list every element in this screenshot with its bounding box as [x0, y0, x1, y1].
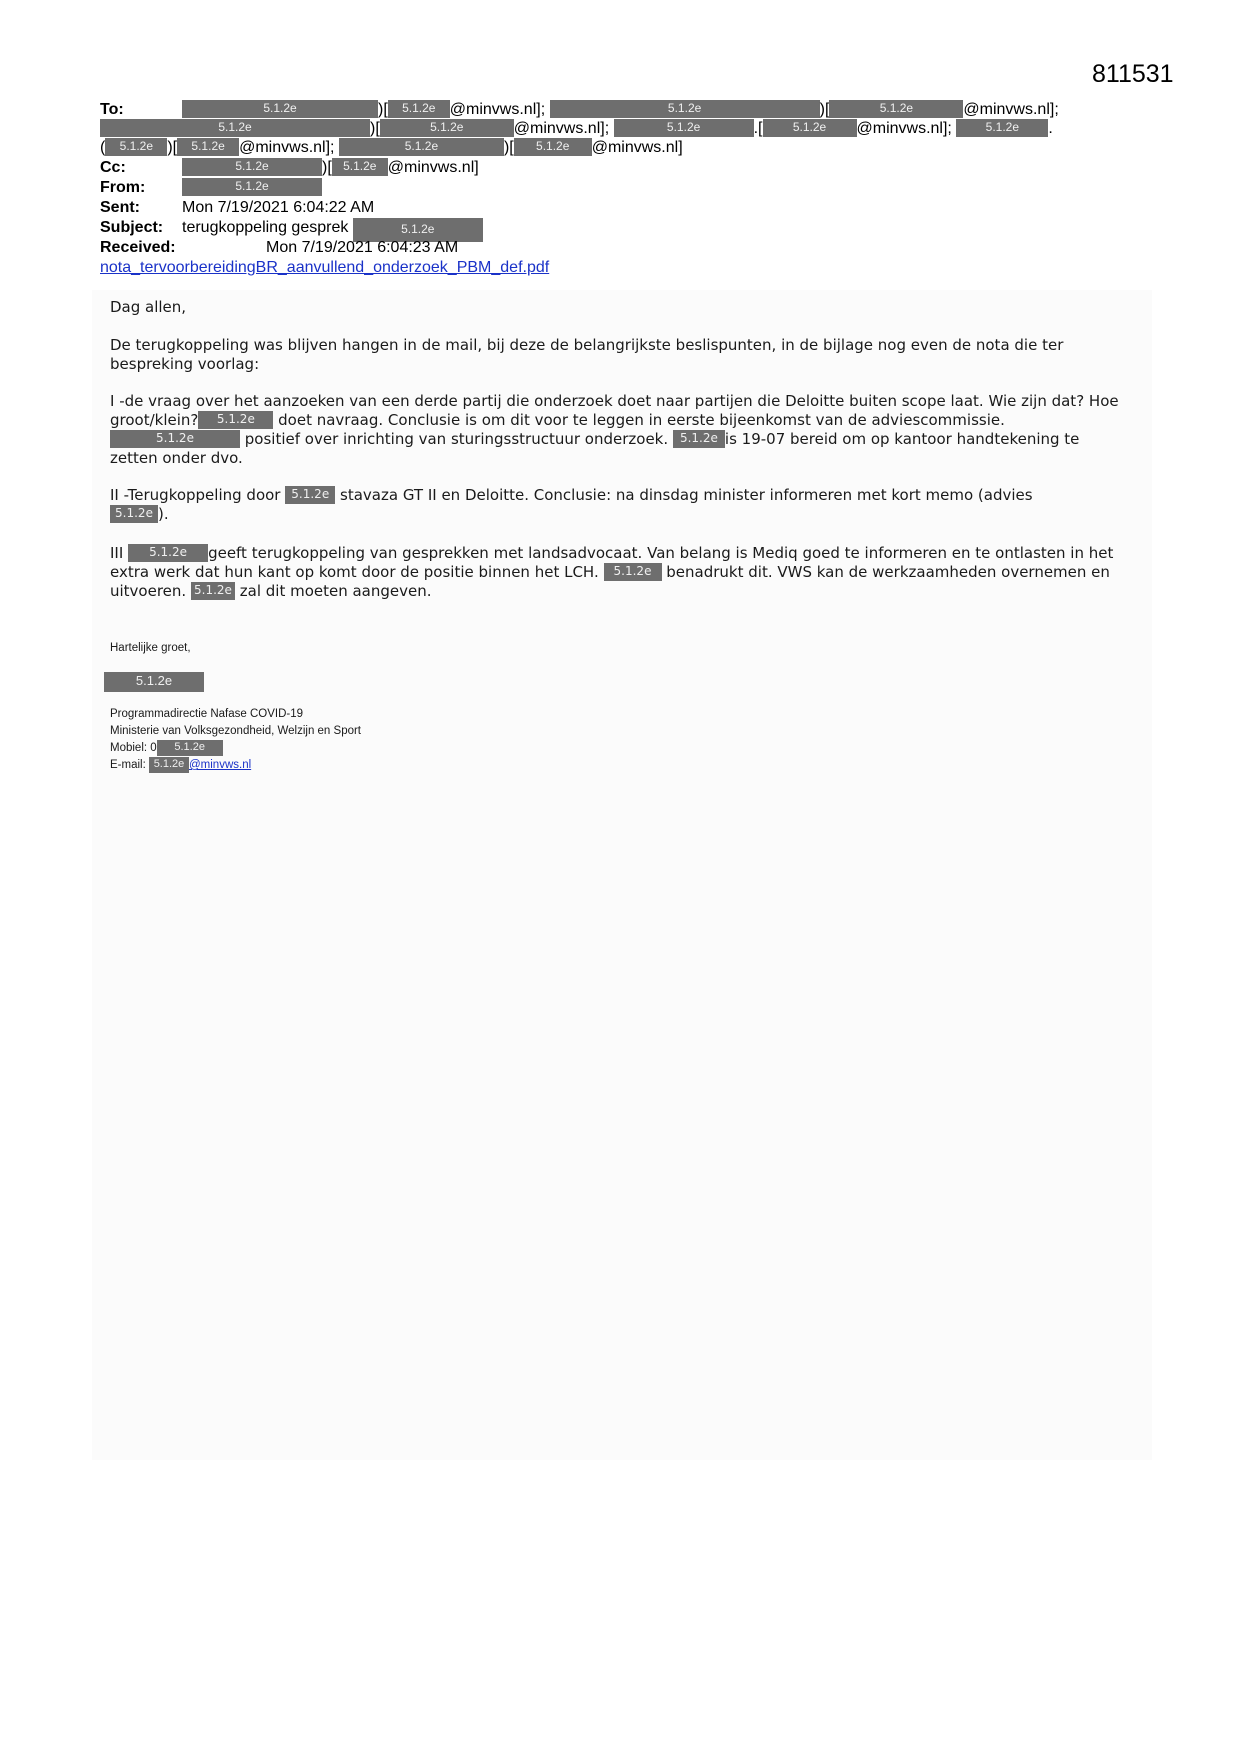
redaction: 5.1.2e [614, 119, 754, 137]
text: stavaza GT II en Deloitte. Conclusie: na dinsdag minister informeren met kort memo (advies [340, 486, 1033, 504]
text: II -Terugkoppeling door [110, 486, 281, 504]
received-value: Mon 7/19/2021 6:04:23 AM [266, 239, 459, 256]
redaction: 5.1.2e [191, 582, 235, 600]
sent-line [100, 198, 374, 217]
greeting: Dag allen, [110, 298, 187, 316]
redaction: 5.1.2e [128, 544, 208, 562]
redaction: 5.1.2e [182, 178, 322, 196]
closing: Hartelijke groet, [110, 642, 191, 654]
to-label: To: [100, 101, 124, 118]
paragraph-3 [110, 544, 1120, 601]
redaction: 5.1.2e [285, 486, 335, 504]
redaction: 5.1.2e [182, 100, 378, 118]
text: positief over inrichting van sturingsstructuur onderzoek. [244, 430, 669, 448]
redaction: 5.1.2e [177, 138, 239, 156]
intro-paragraph: De terugkoppeling was blijven hangen in de mail, bij deze de belangrijkste beslispunten, in de bijlage nog even de nota die ter bespreking voorlag: [110, 336, 1064, 373]
subject-label: Subject: [100, 219, 164, 236]
cc-label: Cc: [100, 159, 126, 176]
email-domain: @minvws.nl]; [963, 101, 1059, 118]
attachment-link[interactable]: nota_tervoorbereidingBR_aanvullend_onderzoek_PBM_def.pdf [100, 259, 550, 276]
text: I -de vraag over het aanzoeken van een derde partij die onderzoek doet naar partijen die Deloitte buiten scope laat. Wie zijn dat? Hoe groot/klein? [110, 392, 1119, 429]
redaction: 5.1.2e [339, 138, 504, 156]
text: benadrukt dit. VWS kan de werkzaamheden overnemen en uitvoeren. [110, 563, 1110, 600]
received-label: Received: [100, 239, 176, 256]
email-domain-end: @minvws.nl] [591, 139, 683, 156]
text: is 19-07 bereid om op kantoor handtekening te zetten onder dvo. [110, 430, 1080, 467]
to-line-1: To: 5.1.2e )[ 5.1.2e @minvws.nl]; 5.1.2e )[ 5.1.2e @minvws.nl]; [100, 101, 1059, 118]
text: geeft terugkoppeling van gesprekken met landsadvocaat. Van belang is Mediq goed te informeren en te ontlasten in het extra werk dat hun kant op komt door de positie binnen het LCH. [110, 544, 1114, 581]
text: III [110, 544, 124, 562]
email-link[interactable]: @minvws.nl [188, 759, 252, 771]
redaction: 5.1.2e [550, 100, 820, 118]
sent-value: Mon 7/19/2021 6:04:22 AM [182, 199, 375, 216]
redaction: 5.1.2e [110, 430, 240, 448]
redaction: 5.1.2e [673, 430, 725, 448]
received-line [100, 238, 458, 257]
to-line-3: ( 5.1.2e )[ 5.1.2e @minvws.nl]; 5.1.2e )[ 5.1.2e @minvws.nl] [100, 139, 683, 156]
redaction: 5.1.2e [604, 563, 662, 581]
redaction: 5.1.2e [105, 138, 167, 156]
redaction: 5.1.2e [380, 119, 514, 137]
email-domain: @minvws.nl]; [449, 101, 546, 118]
text: zal dit moeten aangeven. [239, 582, 432, 600]
email-label: E-mail: [110, 759, 146, 771]
redaction: 5.1.2e [514, 138, 592, 156]
email-domain-end: @minvws.nl] [387, 159, 479, 176]
cc-line: Cc: 5.1.2e )[ 5.1.2e @minvws.nl] [100, 159, 479, 176]
document-number: 811531 [1092, 60, 1174, 88]
redaction: 5.1.2e [763, 119, 857, 137]
sent-label: Sent: [100, 199, 140, 216]
subject-value: terugkoppeling gesprek [182, 219, 349, 236]
from-line [100, 178, 322, 197]
redaction: 5.1.2e [100, 119, 370, 137]
redaction: 5.1.2e [104, 672, 204, 692]
text: ). [158, 505, 169, 523]
redaction: 5.1.2e [388, 100, 450, 118]
redaction: 5.1.2e [157, 740, 223, 756]
paragraph-1 [110, 392, 1120, 468]
redaction: 5.1.2e [182, 158, 322, 176]
email-domain: @minvws.nl]; [513, 120, 610, 137]
redaction: 5.1.2e [332, 158, 388, 176]
text: doet navraag. Conclusie is om dit voor te leggen in eerste bijeenkomst van de adviescommissie. [278, 411, 1005, 429]
email-domain: @minvws.nl]; [856, 120, 952, 137]
signature-mobile [110, 740, 223, 757]
signature-line-2: Ministerie van Volksgezondheid, Welzijn en Sport [110, 725, 362, 737]
redaction: 5.1.2e [110, 505, 158, 523]
redaction: 5.1.2e [829, 100, 963, 118]
mobile-label: Mobiel: 0 [110, 742, 157, 754]
redaction: 5.1.2e [149, 757, 189, 773]
redaction: 5.1.2e [198, 411, 273, 429]
signature-email [110, 757, 251, 774]
signature-line-1: Programmadirectie Nafase COVID-19 [110, 708, 304, 720]
email-domain: @minvws.nl]; [239, 139, 335, 156]
from-label: From: [100, 179, 146, 196]
paragraph-2 [110, 486, 1120, 524]
to-line-2: 5.1.2e )[ 5.1.2e @minvws.nl]; 5.1.2e .[ 5.1.2e @minvws.nl]; 5.1.2e . [100, 119, 1053, 138]
signature-name [104, 672, 204, 692]
redaction: 5.1.2e [956, 119, 1048, 137]
redaction: 5.1.2e [353, 218, 483, 242]
